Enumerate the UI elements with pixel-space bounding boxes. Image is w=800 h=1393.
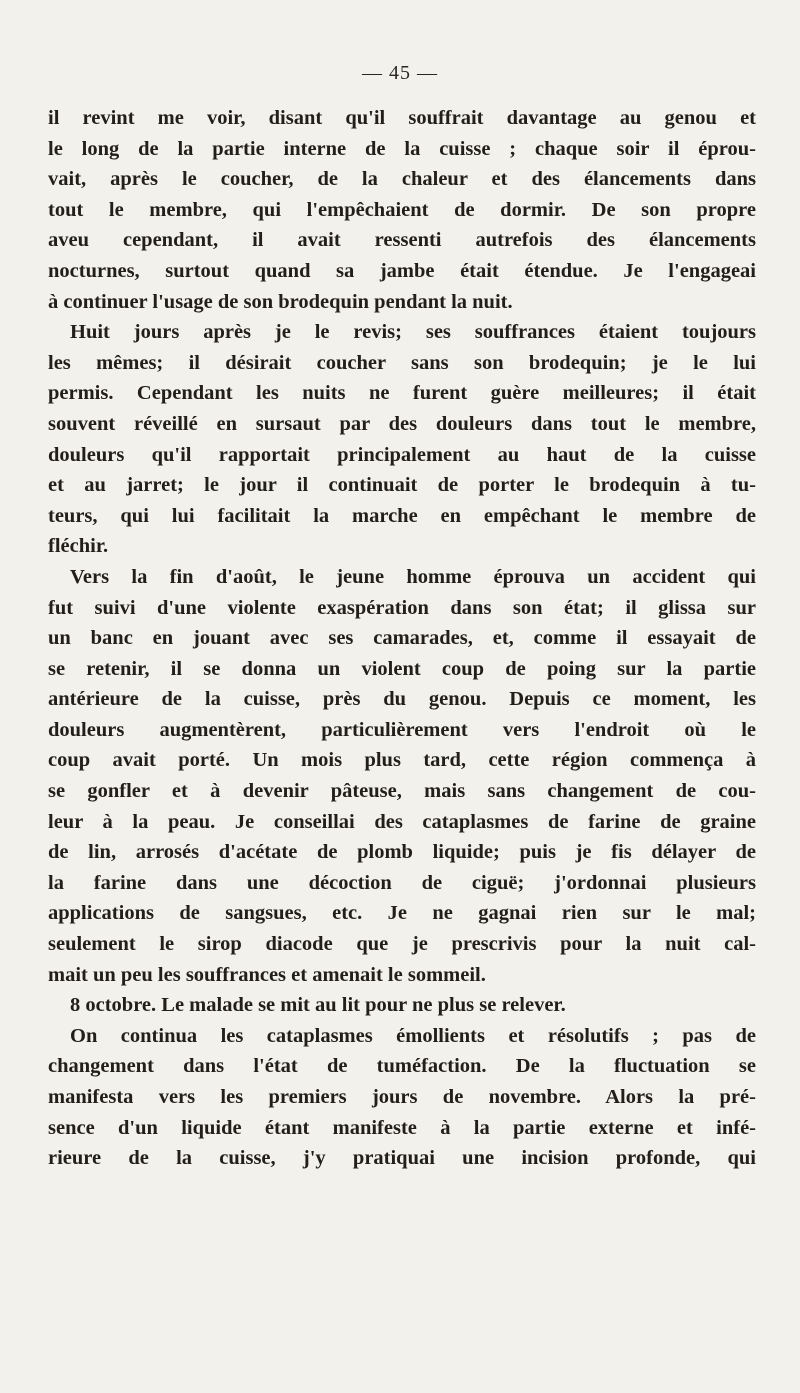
text-line: coup avait porté. Un mois plus tard, cette région commença à bbox=[48, 749, 756, 772]
page-number: — 45 — bbox=[362, 62, 438, 84]
text-line: un banc en jouant avec ses camarades, et, comme il essayait de bbox=[48, 627, 756, 650]
text-line: douleurs qu'il rapportait principalement au haut de la cuisse bbox=[48, 443, 756, 466]
text-line: applications de sangsues, etc. Je ne gagnai rien sur le mal; bbox=[48, 902, 756, 925]
text-line: seulement le sirop diacode que je prescrivis pour la nuit cal- bbox=[48, 933, 756, 956]
text-line: souvent réveillé en sursaut par des douleurs dans tout le membre, bbox=[48, 412, 756, 435]
text-line: teurs, qui lui facilitait la marche en empêchant le membre de bbox=[48, 504, 756, 527]
text-line: aveu cependant, il avait ressenti autrefois des élancements bbox=[48, 229, 756, 252]
text-line: permis. Cependant les nuits ne furent guère meilleures; il était bbox=[48, 382, 756, 405]
text-line: Vers la fin d'août, le jeune homme éprouva un accident qui bbox=[70, 565, 756, 588]
text-line: On continua les cataplasmes émollients et résolutifs ; pas de bbox=[70, 1024, 756, 1047]
text-line: et au jarret; le jour il continuait de porter le brodequin à tu- bbox=[48, 474, 756, 497]
body-text bbox=[48, 103, 756, 1174]
text-line: les mêmes; il désirait coucher sans son brodequin; je le lui bbox=[48, 351, 756, 374]
text-line: tout le membre, qui l'empêchaient de dormir. De son propre bbox=[48, 198, 756, 221]
text-line: sence d'un liquide étant manifeste à la partie externe et infé- bbox=[48, 1116, 756, 1139]
text-line: le long de la partie interne de la cuisse ; chaque soir il éprou- bbox=[48, 137, 756, 160]
text-line: leur à la peau. Je conseillai des cataplasmes de farine de graine bbox=[48, 810, 756, 833]
text-line: vait, après le coucher, de la chaleur et des élancements dans bbox=[48, 168, 756, 191]
text-line: mait un peu les souffrances et amenait le sommeil. bbox=[48, 963, 486, 986]
text-line: il revint me voir, disant qu'il souffrait davantage au genou et bbox=[48, 107, 756, 129]
text-line: de lin, arrosés d'acétate de plomb liquide; puis je fis délayer de bbox=[48, 841, 756, 864]
text-line: antérieure de la cuisse, près du genou. Depuis ce moment, les bbox=[48, 688, 756, 711]
text-line: à continuer l'usage de son brodequin pendant la nuit. bbox=[48, 290, 513, 313]
text-line: se gonfler et à devenir pâteuse, mais sans changement de cou- bbox=[48, 780, 756, 803]
text-line: nocturnes, surtout quand sa jambe était étendue. Je l'engageai bbox=[48, 259, 756, 282]
text-line: Huit jours après je le revis; ses souffrances étaient toujours bbox=[70, 321, 756, 344]
text-line: fut suivi d'une violente exaspération dans son état; il glissa sur bbox=[48, 596, 756, 619]
text-line: changement dans l'état de tuméfaction. De la fluctuation se bbox=[48, 1055, 756, 1078]
text-line: la farine dans une décoction de ciguë; j'ordonnai plusieurs bbox=[48, 871, 756, 894]
text-line: se retenir, il se donna un violent coup de poing sur la partie bbox=[48, 657, 756, 680]
text-line: douleurs augmentèrent, particulièrement vers l'endroit où le bbox=[48, 718, 756, 741]
text-line: manifesta vers les premiers jours de novembre. Alors la pré- bbox=[48, 1086, 756, 1108]
text-line: fléchir. bbox=[48, 535, 109, 558]
text-line: 8 octobre. Le malade se mit au lit pour ne plus se relever. bbox=[70, 994, 566, 1017]
text-line: rieure de la cuisse, j'y pratiquai une incision profonde, qui bbox=[48, 1147, 756, 1170]
